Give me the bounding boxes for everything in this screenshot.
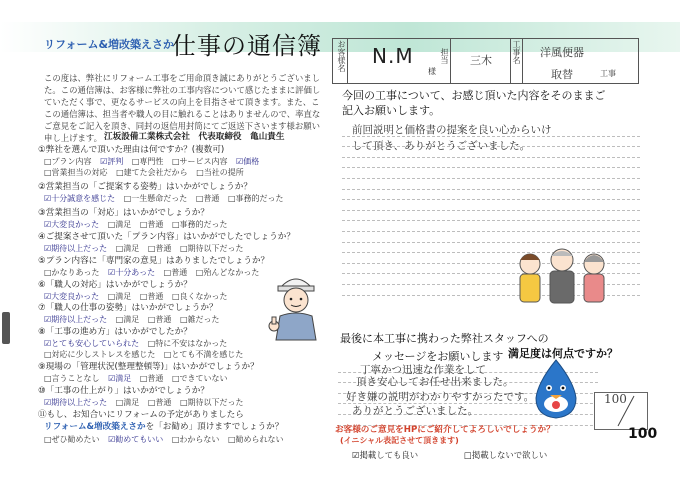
staff-hand-line3: 好き嫌の説明がわかりやすかったです。: [346, 391, 535, 403]
intro-text: この度は、弊社にリフォーム工事をご用命頂き誠にありがとうございました。この通信簿は、お客様に弊社の工事内容について感じたままに評価していただく事で、更なるサービスの向上を目指させて頂きます。また、ここの通信簿は、担当者や職人の目に触れることはありませんので、率直なご意見をご記入を頂き、同封の返信用封筒にてご返送下さいます様お願い申し上げます。: [44, 73, 321, 143]
question-5: ⑤プラン内容に「専門家の意見」はありましたでしょうか？: [38, 256, 270, 266]
option[interactable]: ☑期待以上だった: [44, 244, 108, 253]
question-1: ①弊社を選んで頂いた理由は何ですか？(複数可): [38, 145, 225, 155]
publish-ok-checkbox[interactable]: ☑掲載しても良い: [352, 450, 419, 460]
option[interactable]: ☑十分誠意を感じた: [44, 194, 116, 203]
question-5-options[interactable]: [44, 267, 265, 278]
company-signature: 江坂設備工業株式会社 代表取締役 亀山貴生: [104, 132, 285, 142]
work-name-label: 工事名: [512, 40, 521, 64]
option[interactable]: □営業担当の対応: [44, 168, 108, 177]
option[interactable]: □普通: [147, 244, 172, 253]
work-suffix: 工事: [600, 69, 616, 78]
satisfaction-score-max: 100: [628, 426, 658, 442]
option[interactable]: □建てた会社だから: [116, 168, 188, 177]
question-7-options[interactable]: [44, 314, 226, 325]
option[interactable]: □普通: [139, 374, 164, 383]
option[interactable]: ☑期待以上だった: [44, 315, 108, 324]
question-4: ④ご提案させて頂いた「プラン内容」はいかがでしたでしょうか？: [38, 232, 295, 242]
question-8-options-2[interactable]: [44, 349, 249, 360]
question-3: ③営業担当の「対応」はいかがでしょうか？: [38, 208, 209, 218]
honorific: 様: [428, 67, 436, 76]
brand-name: リフォーム&増改築えさか: [44, 38, 175, 51]
staff-message-title: 最後に本工事に携わった弊社スタッフへの: [340, 332, 549, 345]
comment-prompt-line2: 記入お願いします。: [342, 104, 441, 117]
question-7: ⑦「職人の仕事の姿勢」はいかがでしょうか？: [38, 303, 218, 313]
option[interactable]: □当社の提所: [196, 168, 244, 177]
option[interactable]: □普通: [139, 220, 164, 229]
option[interactable]: □殆んどなかった: [195, 268, 260, 277]
question-9: ⑨現場の「管理状況(整理整頓等)」はいかがでしょうか？: [38, 362, 259, 372]
question-11-options[interactable]: [44, 434, 290, 445]
comment-hand-line1: 前回説明と価格書の提案を良い心からいけ: [352, 124, 552, 136]
question-11-rest: を「お勧め」頂けますでしょうか？: [145, 422, 284, 432]
option[interactable]: □雑だった: [179, 315, 220, 324]
customer-name-label: お客様名: [337, 40, 346, 72]
option[interactable]: □良くなかった: [171, 292, 228, 301]
question-11-line2: [44, 420, 283, 432]
score-slash-mark: [604, 394, 644, 428]
option[interactable]: ☑大変良かった: [44, 292, 100, 301]
worker-illustration: [266, 262, 326, 342]
staff-hand-line2: 頂き安心してお任せ出来ました。: [356, 376, 514, 388]
option[interactable]: ☑満足: [108, 374, 132, 383]
staff-hand-line1: 丁寧かつ迅速な作業をして: [360, 364, 486, 376]
staff-label: 担当: [440, 48, 449, 64]
option[interactable]: □できていない: [171, 374, 228, 383]
option[interactable]: □対応に少しストレスを感じた: [44, 350, 156, 359]
option[interactable]: □サービス内容: [171, 157, 228, 166]
question-2: ②営業担当の「ご提案する姿勢」はいかがでしょうか？: [38, 182, 252, 192]
question-3-options[interactable]: [44, 219, 234, 230]
question-8: ⑧「工事の進め方」はいかがでしたか？: [38, 327, 192, 337]
question-2-options[interactable]: [44, 193, 290, 204]
option[interactable]: □特に不安はなかった: [147, 339, 228, 348]
option[interactable]: □言うことなし: [44, 374, 100, 383]
option[interactable]: □期待以下だった: [179, 398, 244, 407]
work-name-line2: 取替: [551, 68, 573, 81]
option[interactable]: □一生懸命だった: [123, 194, 188, 203]
question-4-options[interactable]: [44, 243, 250, 254]
option[interactable]: □普通: [147, 315, 172, 324]
option[interactable]: □満足: [115, 398, 140, 407]
option[interactable]: □事務的だった: [227, 194, 284, 203]
question-8-options[interactable]: [44, 338, 233, 349]
family-illustration: [508, 244, 618, 304]
page-title: 仕事の通信簿: [172, 32, 322, 60]
option[interactable]: □とても不満を感じた: [163, 350, 244, 359]
option[interactable]: □わからない: [171, 435, 220, 444]
question-1-options[interactable]: [44, 156, 265, 167]
customer-name: N.M: [372, 44, 414, 68]
publish-ng-checkbox[interactable]: □掲載しないで欲しい: [464, 450, 548, 460]
binder-tab: [2, 312, 10, 344]
option[interactable]: □満足: [115, 244, 140, 253]
option[interactable]: ☑勧めてもいい: [108, 435, 164, 444]
option[interactable]: □ぜひ勧めたい: [44, 435, 100, 444]
option[interactable]: ☑期待以上だった: [44, 398, 108, 407]
satisfaction-score: 100: [604, 392, 627, 406]
option[interactable]: □専門性: [131, 157, 164, 166]
option[interactable]: □事務的だった: [171, 220, 228, 229]
question-10-options[interactable]: [44, 397, 250, 408]
option[interactable]: □普通: [139, 292, 164, 301]
option[interactable]: ☑大変良かった: [44, 220, 100, 229]
staff-message-subtitle: メッセージをお願いします: [372, 350, 504, 363]
question-11: ⑪もし、お知合いにリフォームの予定がありましたら: [38, 410, 244, 420]
question-6: ⑥「職人の対応」はいかがでしょうか？: [38, 280, 192, 290]
hp-consent-notice: お客様のご意見をHPにご紹介してよろしいでしょうか？: [335, 425, 555, 435]
option[interactable]: □勧められない: [227, 435, 284, 444]
option[interactable]: □普通: [163, 268, 188, 277]
initial-note: (イニシャル表記させて頂きます): [340, 436, 459, 445]
option[interactable]: ☑評判: [100, 157, 124, 166]
option[interactable]: □満足: [107, 292, 132, 301]
option[interactable]: ☑十分あった: [108, 268, 156, 277]
option[interactable]: □かなりあった: [44, 268, 100, 277]
question-10: ⑩「工事の仕上がり」はいかがでしょうか？: [38, 386, 209, 396]
staff-name: 三木: [470, 54, 492, 67]
question-9-options[interactable]: [44, 373, 234, 384]
comment-hand-line2: して頂き、ありがとうございました。: [352, 140, 531, 152]
mascot-drop-illustration: [528, 358, 584, 420]
option[interactable]: ☑とても安心していられた: [44, 339, 140, 348]
comment-prompt: [342, 88, 642, 118]
option[interactable]: ☑価格: [236, 157, 260, 166]
option[interactable]: □普通: [195, 194, 220, 203]
option[interactable]: □プラン内容: [44, 157, 92, 166]
comment-prompt-line1: 今回の工事について、お感じ頂いた内容をそのままご: [342, 89, 606, 102]
question-1-options-2[interactable]: [44, 167, 250, 178]
option[interactable]: □普通: [147, 398, 172, 407]
work-name-line1: 洋風便器: [540, 46, 584, 59]
staff-hand-line4: ありがとうございました。: [352, 405, 478, 417]
option[interactable]: □満足: [107, 220, 132, 229]
option[interactable]: □期待以下だった: [179, 244, 244, 253]
satisfaction-title: 満足度は何点ですか？: [508, 347, 618, 360]
brand-highlight: リフォーム&増改築えさか: [44, 422, 146, 432]
option[interactable]: □満足: [115, 315, 140, 324]
